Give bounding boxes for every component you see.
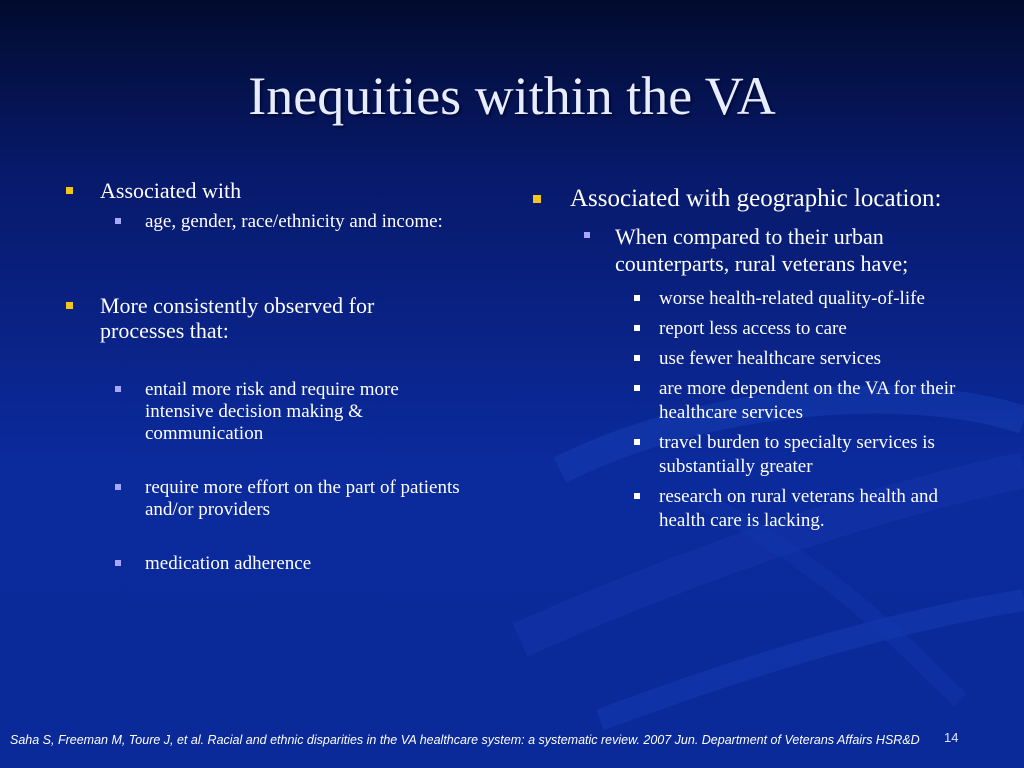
slide-title: Inequities within the VA xyxy=(248,66,776,126)
square-bullet-icon xyxy=(634,295,640,301)
square-bullet-icon xyxy=(584,232,590,238)
sub-sub-bullet-text: report less access to care xyxy=(659,318,847,339)
square-bullet-icon xyxy=(634,493,640,499)
sub-bullet-effort xyxy=(60,477,460,521)
sub-sub-bullet-text: travel burden to specialty services is substantially greater xyxy=(659,432,935,477)
bullet-text: More consistently observed for processes that: xyxy=(100,293,375,343)
sub-sub-bullet-access xyxy=(530,317,970,341)
sub-sub-bullet-research xyxy=(530,485,970,533)
square-bullet-icon xyxy=(634,385,640,391)
sub-bullet-text: entail more risk and require more intensive decision making & communication xyxy=(145,379,399,444)
sub-bullet-text: require more effort on the part of patients and/or providers xyxy=(145,477,460,520)
sub-sub-bullet-quality xyxy=(530,287,970,311)
bullet-text: Associated with geographic location: xyxy=(570,185,942,212)
square-bullet-icon xyxy=(115,484,121,490)
bullet-geographic-location xyxy=(530,184,970,213)
bullet-text: Associated with xyxy=(100,178,242,203)
sub-bullet-demographics xyxy=(60,211,460,233)
sub-bullet-text: age, gender, race/ethnicity and income: xyxy=(145,211,443,232)
sub-bullet-medication xyxy=(60,553,460,575)
right-column xyxy=(530,184,970,533)
square-bullet-icon xyxy=(66,302,73,309)
sub-bullet-text: When compared to their urban counterparts, rural veterans have; xyxy=(615,224,909,276)
sub-sub-bullet-text: worse health-related quality-of-life xyxy=(659,288,925,309)
bullet-consistently-observed xyxy=(60,293,460,343)
square-bullet-icon xyxy=(533,195,541,203)
square-bullet-icon xyxy=(115,218,121,224)
sub-bullet-rural-comparison xyxy=(530,223,970,277)
sub-sub-bullet-text: use fewer healthcare services xyxy=(659,348,882,369)
sub-bullet-risk xyxy=(60,379,460,445)
page-number: 14 xyxy=(944,730,959,745)
left-column xyxy=(60,178,460,575)
square-bullet-icon xyxy=(634,439,640,445)
sub-sub-bullet-text: research on rural veterans health and health care is lacking. xyxy=(659,486,939,531)
citation-footer: Saha S, Freeman M, Toure J, et al. Racial and ethnic disparities in the VA healthcare system: a systematic review. 2007 Jun. Department of Veterans Affairs HSR&D xyxy=(10,733,920,747)
square-bullet-icon xyxy=(634,325,640,331)
sub-sub-bullet-dependent xyxy=(530,377,970,425)
square-bullet-icon xyxy=(115,560,121,566)
square-bullet-icon xyxy=(115,386,121,392)
sub-sub-bullet-travel xyxy=(530,431,970,479)
sub-bullet-text: medication adherence xyxy=(145,553,312,574)
sub-sub-bullet-services xyxy=(530,347,970,371)
bullet-associated-with xyxy=(60,178,460,203)
sub-sub-bullet-text: are more dependent on the VA for their healthcare services xyxy=(659,378,956,423)
square-bullet-icon xyxy=(634,355,640,361)
square-bullet-icon xyxy=(66,187,73,194)
